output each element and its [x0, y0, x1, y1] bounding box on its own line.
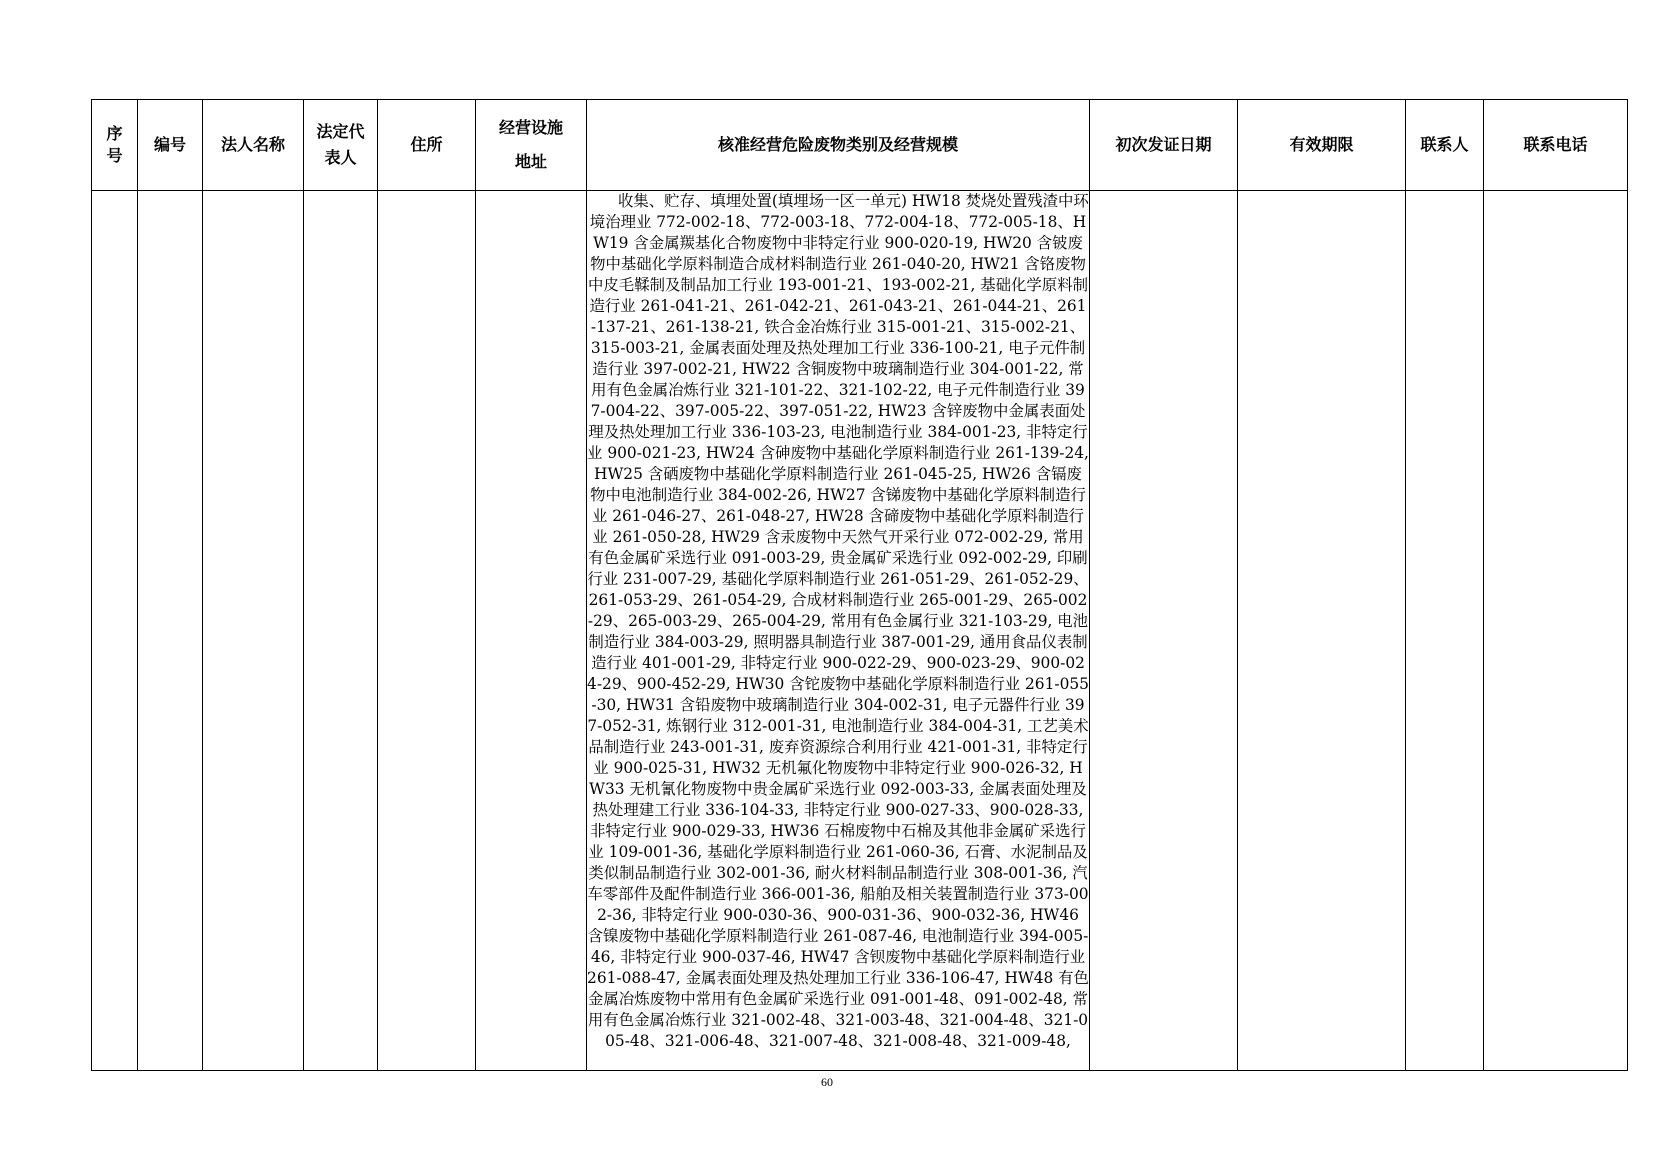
header-validity: 有效期限: [1238, 100, 1406, 191]
page-number: 60: [821, 1075, 833, 1089]
cell-facility-address: [476, 191, 587, 1071]
header-facility-address: 经营设施地址: [476, 100, 587, 191]
cell-legal-rep: [304, 191, 378, 1071]
header-legal-name: 法人名称: [203, 100, 304, 191]
header-phone: 联系电话: [1484, 100, 1628, 191]
header-scope: 核准经营危险废物类别及经营规模: [587, 100, 1090, 191]
header-address: 住所: [378, 100, 476, 191]
cell-contact: [1406, 191, 1484, 1071]
cell-seq: [92, 191, 138, 1071]
table-row: [92, 191, 1628, 1071]
cell-first-issue-date: [1090, 191, 1238, 1071]
cell-address: [378, 191, 476, 1071]
cell-validity: [1238, 191, 1406, 1071]
cell-code: [138, 191, 203, 1071]
header-row: [92, 100, 1628, 191]
cell-legal-name: [203, 191, 304, 1071]
cell-phone: [1484, 191, 1628, 1071]
permit-table: [91, 99, 1628, 1071]
header-code: 编号: [138, 100, 203, 191]
header-contact: 联系人: [1406, 100, 1484, 191]
cell-scope: 收集、贮存、填埋处置(填埋场一区一单元) HW18 焚烧处置残渣中环境治理业 772-002-18、772-003-18、772-004-18、772-005-18、HW19 含金属羰基化合物废物中非特定行业 900-020-19, HW20 含铍废物中基础化学原料制造合成材料制造行业 261-040-20, HW21 含铬废物中皮毛鞣制及制品加工行业 193-001-21、193-002-21, 基础化学原料制造行业 261-041-21、261-042-21、261-043-21、261-044-21、261-137-21、261-138-21, 铁合金冶炼行业 315-001-21、315-002-21、315-003-21, 金属表面处理及热处理加工行业 336-100-21, 电子元件制造行业 397-002-21, HW22 含铜废物中玻璃制造行业 304-001-22, 常用有色金属冶炼行业 321-101-22、321-102-22, 电子元件制造行业 397-004-22、397-005-22、397-051-22, HW23 含锌废物中金属表面处理及热处理加工行业 336-103-23, 电池制造行业 384-001-23, 非特定行业 900-021-23, HW24 含砷废物中基础化学原料制造行业 261-139-24, HW25 含硒废物中基础化学原料制造行业 261-045-25, HW26 含镉废物中电池制造行业 384-002-26, HW27 含锑废物中基础化学原料制造行业 261-046-27、261-048-27, HW28 含碲废物中基础化学原料制造行业 261-050-28, HW29 含汞废物中天然气开采行业 072-002-29, 常用有色金属矿采选行业 091-003-29, 贵金属矿采选行业 092-002-29, 印刷行业 231-007-29, 基础化学原料制造行业 261-051-29、261-052-29、261-053-29、261-054-29, 合成材料制造行业 265-001-29、265-002-29、265-003-29、265-004-29, 常用有色金属行业 321-103-29, 电池制造行业 384-003-29, 照明器具制造行业 387-001-29, 通用食品仪表制造行业 401-001-29, 非特定行业 900-022-29、900-023-29、900-024-29、900-452-29, HW30 含铊废物中基础化学原料制造行业 261-055-30, HW31 含铅废物中玻璃制造行业 304-002-31, 电子元器件行业 397-052-31, 炼钢行业 312-001-31, 电池制造行业 384-004-31, 工艺美术品制造行业 243-001-31, 废弃资源综合利用行业 421-001-31, 非特定行业 900-025-31, HW32 无机氟化物废物中非特定行业 900-026-32, HW33 无机氰化物废物中贵金属矿采选行业 092-003-33, 金属表面处理及热处理建工行业 336-104-33, 非特定行业 900-027-33、900-028-33, 非特定行业 900-029-33, HW36 石棉废物中石棉及其他非金属矿采选行业 109-001-36, 基础化学原料制造行业 261-060-36, 石膏、水泥制品及类似制品制造行业 302-001-36, 耐火材料制品制造行业 308-001-36, 汽车零部件及配件制造行业 366-001-36, 船舶及相关装置制造行业 373-002-36, 非特定行业 900-030-36、900-031-36、900-032-36, HW46 含镍废物中基础化学原料制造行业 261-087-46, 电池制造行业 394-005-46, 非特定行业 900-037-46, HW47 含钡废物中基础化学原料制造行业 261-088-47, 金属表面处理及热处理加工行业 336-106-47, HW48 有色金属冶炼废物中常用有色金属矿采选行业 091-001-48、091-002-48, 常用有色金属冶炼行业 321-002-48、321-003-48、321-004-48、321-005-48、321-006-48、321-007-48、321-008-48、321-009-48,: [587, 191, 1090, 1071]
header-legal-rep: 法定代表人: [304, 100, 378, 191]
header-first-issue-date: 初次发证日期: [1090, 100, 1238, 191]
header-seq: 序号: [92, 100, 138, 191]
